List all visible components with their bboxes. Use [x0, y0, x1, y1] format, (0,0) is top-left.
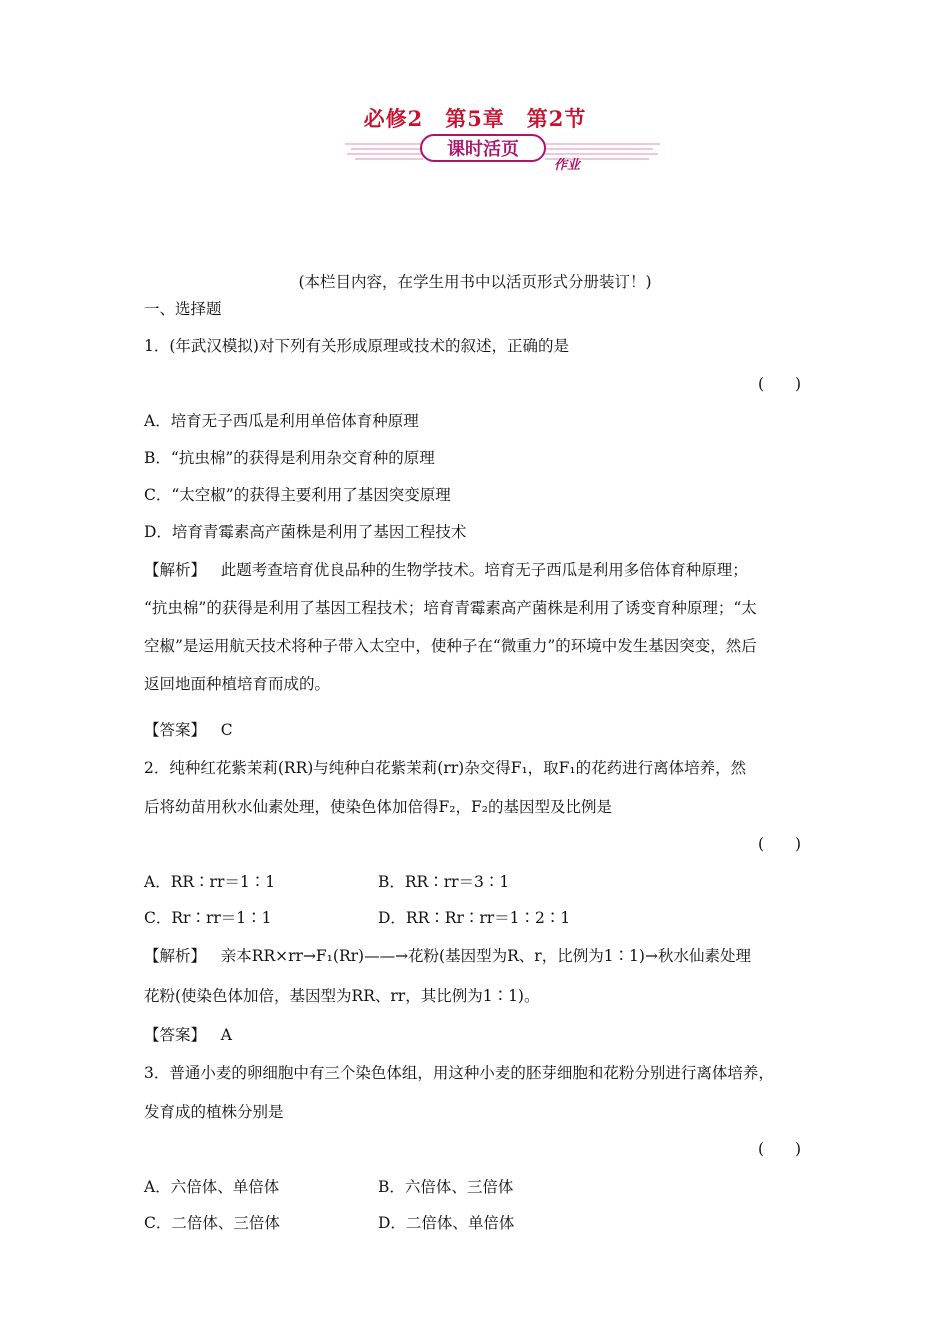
q1-analysis-line-3: 空椒”是运用航天技术将种子带入太空中，使种子在“微重力”的环境中发生基因突变，然后 — [144, 637, 757, 655]
banner-main-text: 课时活页 — [447, 139, 519, 159]
q1-analysis-line-2: “抗虫棉”的获得是利用了基因工程技术；培育青霉素高产菌株是利用了诱变育种原理；“太 — [144, 599, 757, 617]
section-heading: 一、选择题 — [144, 300, 222, 318]
q2-answer — [144, 1025, 232, 1045]
q1-option-d: D．培育青霉素高产菌株是利用了基因工程技术 — [144, 523, 467, 541]
q1-answer — [144, 720, 233, 740]
q1-option-b: B．“抗虫棉”的获得是利用杂交育种的原理 — [144, 449, 435, 467]
q3-option-b: B．六倍体、三倍体 — [378, 1178, 514, 1196]
q3-option-c: C．二倍体、三倍体 — [144, 1214, 280, 1232]
page-title: 必修2 第5章 第2节 — [363, 106, 587, 131]
q1-analysis-text-1: 此题考查培育优良品种的生物学技术。培育无子西瓜是利用多倍体育种原理； — [220, 561, 748, 579]
q3-stem-line-2: 发育成的植株分别是 — [144, 1103, 284, 1121]
q3-answer-bracket: ( ) — [758, 1140, 802, 1158]
banner-sub-text: 作业 — [553, 157, 581, 172]
q3-stem-line-1: 3．普通小麦的卵细胞中有三个染色体组，用这种小麦的胚芽细胞和花粉分别进行离体培养， — [144, 1064, 774, 1082]
q1-stem: 1．(年武汉模拟)对下列有关形成原理或技术的叙述，正确的是 — [144, 337, 569, 355]
q1-analysis-tag: 【解析】 — [144, 561, 207, 579]
q2-analysis-tag: 【解析】 — [144, 947, 207, 965]
q2-stem-line-2: 后将幼苗用秋水仙素处理，使染色体加倍得F₂，F₂的基因型及比例是 — [144, 798, 612, 816]
q2-answer-value: A — [220, 1026, 232, 1044]
q3-option-a: A．六倍体、单倍体 — [144, 1178, 280, 1196]
q2-analysis-line-1 — [144, 946, 751, 966]
q1-analysis-line-4: 返回地面种植培育而成的。 — [144, 675, 331, 693]
q1-answer-value: C — [220, 721, 233, 739]
q2-option-c: C．Rr∶rr＝1∶1 — [144, 909, 272, 927]
q2-option-d: D．RR∶Rr∶rr＝1∶2∶1 — [378, 909, 571, 927]
q1-answer-tag: 【答案】 — [144, 721, 207, 739]
banner-graphic — [345, 132, 660, 172]
q2-analysis-line-2: 花粉(使染色体加倍，基因型为RR、rr，其比例为1∶1)。 — [144, 987, 540, 1005]
q3-option-d: D．二倍体、单倍体 — [378, 1214, 515, 1232]
q2-option-b: B．RR∶rr＝3∶1 — [378, 873, 510, 891]
q1-answer-bracket: ( ) — [758, 375, 802, 393]
q1-analysis-line-1 — [144, 560, 748, 580]
q1-option-a: A．培育无子西瓜是利用单倍体育种原理 — [144, 412, 419, 430]
q2-analysis-text-1: 亲本RR×rr→F₁(Rr)——→花粉(基因型为R、r，比例为1∶1)→秋水仙素处理 — [220, 947, 751, 965]
q1-option-c: C．“太空椒”的获得主要利用了基因突变原理 — [144, 486, 451, 504]
q2-option-a: A．RR∶rr＝1∶1 — [144, 873, 276, 891]
binding-note: (本栏目内容，在学生用书中以活页形式分册装订！) — [298, 273, 652, 291]
q2-answer-bracket: ( ) — [758, 835, 802, 853]
q2-answer-tag: 【答案】 — [144, 1026, 207, 1044]
q2-stem-line-1: 2．纯种红花紫茉莉(RR)与纯种白花紫茉莉(rr)杂交得F₁，取F₁的花药进行离体培养，然 — [144, 759, 747, 777]
